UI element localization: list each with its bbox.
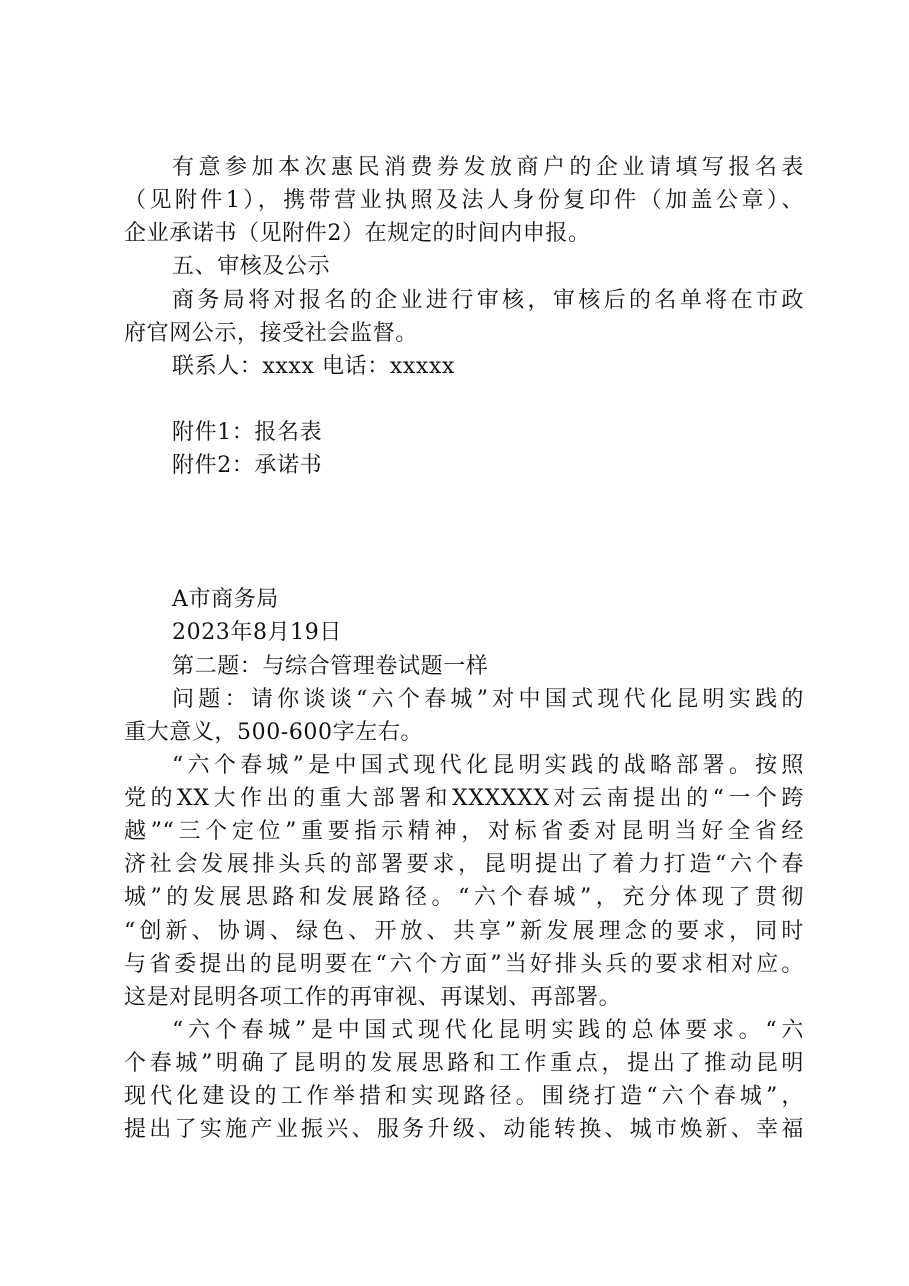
question-heading: 第二题：与综合管理卷试题一样 [172, 654, 489, 679]
text-line: 济社会发展排头兵的部署要求，昆明提出了着力打造“六个春 [124, 852, 804, 877]
signature-date: 2023年8月19日 [172, 620, 342, 645]
attachment-line: 附件2：承诺书 [172, 453, 323, 478]
text-line: （见附件1），携带营业执照及法人身份复印件（加盖公章）、 [124, 188, 804, 213]
text-line: 城”的发展思路和发展路径。“六个春城”，充分体现了贯彻 [124, 885, 804, 910]
text-line: “六个春城”是中国式现代化昆明实践的战略部署。按照 [172, 753, 804, 778]
text-line: 有意参加本次惠民消费券发放商户的企业请填写报名表 [172, 155, 804, 180]
text-line: 个春城”明确了昆明的发展思路和工作重点，提出了推动昆明 [124, 1051, 804, 1076]
text-line: “创新、协调、绿色、开放、共享”新发展理念的要求，同时 [124, 919, 804, 944]
text-line: 现代化建设的工作举措和实现路径。围绕打造“六个春城”， [124, 1084, 804, 1109]
text-line: “六个春城”是中国式现代化昆明实践的总体要求。“六 [172, 1018, 804, 1043]
question-text: 重大意义，500-600字左右。 [124, 720, 424, 745]
signature-org: A市商务局 [172, 587, 279, 612]
text-line: 商务局将对报名的企业进行审核，审核后的名单将在市政 [172, 288, 804, 313]
text-line: 提出了实施产业振兴、服务升级、动能转换、城市焕新、幸福 [124, 1117, 804, 1142]
text-line: 企业承诺书（见附件2）在规定的时间内申报。 [124, 221, 591, 246]
text-line: 越”“三个定位”重要指示精神，对标省委对昆明当好全省经 [124, 819, 804, 844]
question-text: 问题：请你谈谈“六个春城”对中国式现代化昆明实践的 [172, 687, 804, 712]
text-line: 这是对昆明各项工作的再审视、再谋划、再部署。 [124, 985, 622, 1010]
contact-line: 联系人：xxxx 电话：xxxxx [172, 354, 455, 379]
text-line: 府官网公示，接受社会监督。 [124, 321, 418, 346]
section-heading: 五、审核及公示 [172, 254, 331, 279]
text-line: 党的XX大作出的重大部署和XXXXXX对云南提出的“一个跨 [124, 786, 804, 811]
attachment-line: 附件1：报名表 [172, 420, 323, 445]
text-line: 与省委提出的昆明要在“六个方面”当好排头兵的要求相对应。 [124, 952, 804, 977]
